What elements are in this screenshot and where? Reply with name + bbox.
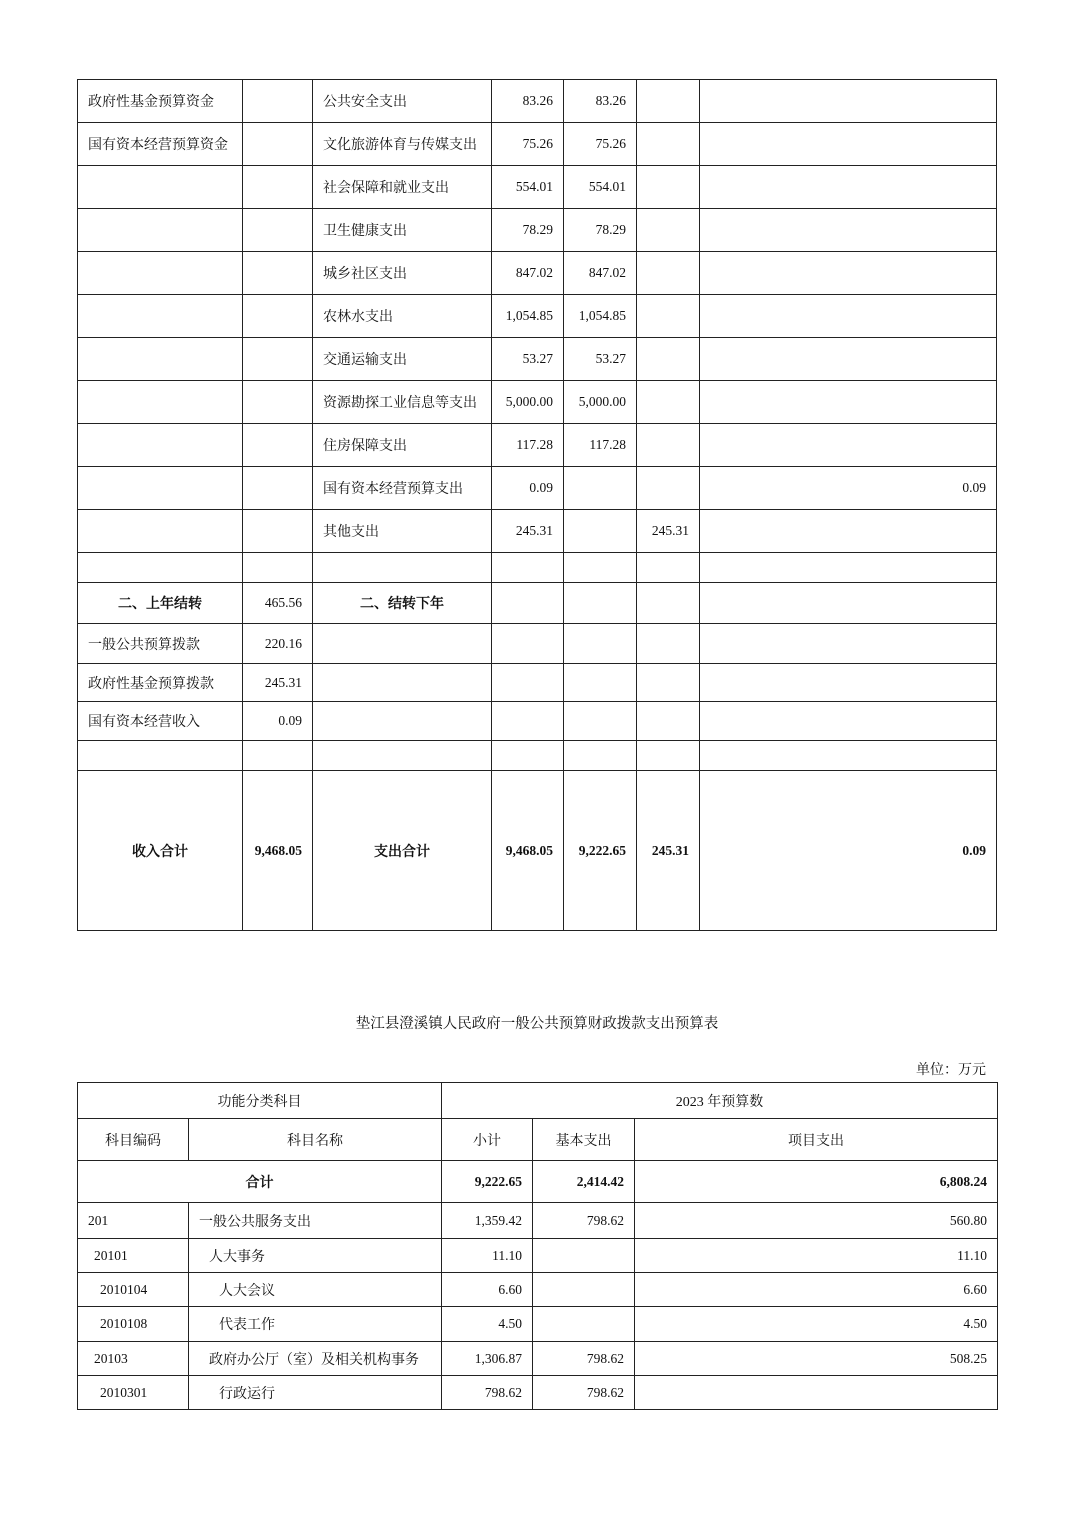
cell-g: [700, 510, 997, 553]
total-subtotal: 9,222.65: [442, 1161, 533, 1203]
cell-e: [564, 510, 637, 553]
cell-f: [637, 553, 700, 583]
header-project: 项目支出: [635, 1119, 998, 1161]
cell-e: 78.29: [564, 209, 637, 252]
cell-g: [700, 252, 997, 295]
header-year-budget: 2023 年预算数: [442, 1083, 998, 1119]
cell-d: [492, 664, 564, 702]
cell-f: [637, 123, 700, 166]
cell-code: 2010108: [78, 1307, 189, 1342]
cell-a: [78, 209, 243, 252]
cell-a: 国有资本经营收入: [78, 702, 243, 741]
table-row: [78, 510, 997, 553]
cell-d: 245.31: [492, 510, 564, 553]
cell-a: [78, 741, 243, 771]
cell-e: 75.26: [564, 123, 637, 166]
cell-c: 二、结转下年: [313, 583, 492, 624]
cell-d: [492, 553, 564, 583]
cell-a: [78, 166, 243, 209]
cell-f: [637, 80, 700, 123]
table-row: [78, 381, 997, 424]
cell-f: [637, 741, 700, 771]
cell-subtotal: 6.60: [442, 1273, 533, 1307]
total-e: 9,222.65: [564, 771, 637, 931]
table-row: [78, 1376, 998, 1410]
cell-b: 465.56: [243, 583, 313, 624]
total-row: [78, 771, 997, 931]
cell-c: 住房保障支出: [313, 424, 492, 467]
table-row: [78, 252, 997, 295]
table-row: [78, 741, 997, 771]
cell-f: [637, 295, 700, 338]
cell-code: 2010301: [78, 1376, 189, 1410]
table-row: [78, 553, 997, 583]
cell-g: [700, 702, 997, 741]
cell-f: 245.31: [637, 510, 700, 553]
header-name: 科目名称: [189, 1119, 442, 1161]
cell-a: [78, 252, 243, 295]
cell-d: 75.26: [492, 123, 564, 166]
table-row: [78, 166, 997, 209]
cell-project: 4.50: [635, 1307, 998, 1342]
cell-c: [313, 624, 492, 664]
table-row: [78, 1273, 998, 1307]
cell-basic: 798.62: [533, 1203, 635, 1239]
cell-b: 245.31: [243, 664, 313, 702]
cell-g: [700, 123, 997, 166]
table-row: [78, 583, 997, 624]
table-row: [78, 338, 997, 381]
cell-a: 政府性基金预算资金: [78, 80, 243, 123]
cell-b: 220.16: [243, 624, 313, 664]
table-row: [78, 624, 997, 664]
cell-e: [564, 583, 637, 624]
cell-b: [243, 252, 313, 295]
cell-name: 行政运行: [189, 1376, 442, 1410]
cell-d: [492, 583, 564, 624]
cell-c: 文化旅游体育与传媒支出: [313, 123, 492, 166]
cell-d: 53.27: [492, 338, 564, 381]
total-c: 支出合计: [313, 771, 492, 931]
cell-a: [78, 553, 243, 583]
cell-d: [492, 702, 564, 741]
cell-g: [700, 338, 997, 381]
cell-e: [564, 467, 637, 510]
cell-c: [313, 741, 492, 771]
cell-a: 政府性基金预算拨款: [78, 664, 243, 702]
cell-e: [564, 624, 637, 664]
cell-basic: [533, 1239, 635, 1273]
cell-g: [700, 583, 997, 624]
cell-e: 1,054.85: [564, 295, 637, 338]
cell-name: 人大会议: [189, 1273, 442, 1307]
cell-d: 554.01: [492, 166, 564, 209]
cell-code: 20101: [78, 1239, 189, 1273]
unit-label: 单位：万元: [916, 1062, 986, 1078]
cell-f: [637, 252, 700, 295]
cell-d: 0.09: [492, 467, 564, 510]
cell-basic: 798.62: [533, 1342, 635, 1376]
cell-c: 国有资本经营预算支出: [313, 467, 492, 510]
cell-b: [243, 295, 313, 338]
cell-d: 78.29: [492, 209, 564, 252]
cell-e: 5,000.00: [564, 381, 637, 424]
table-row: [78, 467, 997, 510]
cell-b: 0.09: [243, 702, 313, 741]
cell-basic: [533, 1273, 635, 1307]
cell-g: [700, 624, 997, 664]
cell-g: [700, 295, 997, 338]
table-row: [78, 1307, 998, 1342]
cell-c: 卫生健康支出: [313, 209, 492, 252]
cell-g: [700, 424, 997, 467]
cell-f: [637, 166, 700, 209]
total-g: 0.09: [700, 771, 997, 931]
table-row: [78, 1203, 998, 1239]
cell-g: [700, 381, 997, 424]
table-title: 垫江县澄溪镇人民政府一般公共预算财政拨款支出预算表: [355, 1016, 719, 1032]
table-row: [78, 702, 997, 741]
total-row: [78, 1161, 998, 1203]
cell-a: 二、上年结转: [78, 583, 243, 624]
cell-name: 一般公共服务支出: [189, 1203, 442, 1239]
cell-a: [78, 295, 243, 338]
cell-e: 83.26: [564, 80, 637, 123]
income-expense-table: [77, 79, 997, 931]
header-subtotal: 小计: [442, 1119, 533, 1161]
cell-g: [700, 664, 997, 702]
cell-name: 人大事务: [189, 1239, 442, 1273]
cell-g: 0.09: [700, 467, 997, 510]
cell-b: [243, 424, 313, 467]
table-row: [78, 1239, 998, 1273]
cell-subtotal: 1,306.87: [442, 1342, 533, 1376]
cell-e: 847.02: [564, 252, 637, 295]
cell-b: [243, 741, 313, 771]
cell-g: [700, 741, 997, 771]
cell-f: [637, 583, 700, 624]
cell-project: 6.60: [635, 1273, 998, 1307]
cell-subtotal: 11.10: [442, 1239, 533, 1273]
cell-project: 560.80: [635, 1203, 998, 1239]
cell-f: [637, 702, 700, 741]
expenditure-budget-table: [77, 1082, 998, 1410]
cell-basic: [533, 1307, 635, 1342]
cell-b: [243, 209, 313, 252]
cell-c: [313, 702, 492, 741]
cell-project: [635, 1376, 998, 1410]
cell-c: 城乡社区支出: [313, 252, 492, 295]
cell-c: 公共安全支出: [313, 80, 492, 123]
cell-f: [637, 424, 700, 467]
total-basic: 2,414.42: [533, 1161, 635, 1203]
cell-subtotal: 798.62: [442, 1376, 533, 1410]
cell-e: [564, 553, 637, 583]
cell-e: [564, 741, 637, 771]
cell-d: 1,054.85: [492, 295, 564, 338]
cell-b: [243, 381, 313, 424]
cell-d: [492, 624, 564, 664]
cell-b: [243, 553, 313, 583]
header-func-class: 功能分类科目: [78, 1083, 442, 1119]
cell-b: [243, 338, 313, 381]
total-project: 6,808.24: [635, 1161, 998, 1203]
cell-b: [243, 123, 313, 166]
cell-name: 政府办公厅（室）及相关机构事务: [189, 1342, 442, 1376]
cell-a: 国有资本经营预算资金: [78, 123, 243, 166]
cell-c: 社会保障和就业支出: [313, 166, 492, 209]
cell-e: 53.27: [564, 338, 637, 381]
cell-e: [564, 702, 637, 741]
cell-a: 一般公共预算拨款: [78, 624, 243, 664]
cell-d: 83.26: [492, 80, 564, 123]
cell-subtotal: 1,359.42: [442, 1203, 533, 1239]
cell-f: [637, 624, 700, 664]
cell-b: [243, 80, 313, 123]
header-row-1: [78, 1083, 998, 1119]
table-row: [78, 1342, 998, 1376]
cell-d: 117.28: [492, 424, 564, 467]
cell-g: [700, 209, 997, 252]
total-b: 9,468.05: [243, 771, 313, 931]
cell-basic: 798.62: [533, 1376, 635, 1410]
cell-d: [492, 741, 564, 771]
cell-c: 农林水支出: [313, 295, 492, 338]
table-row: [78, 424, 997, 467]
cell-e: 117.28: [564, 424, 637, 467]
cell-g: [700, 553, 997, 583]
total-a: 收入合计: [78, 771, 243, 931]
cell-d: 847.02: [492, 252, 564, 295]
header-row-2: [78, 1119, 998, 1161]
cell-e: [564, 664, 637, 702]
cell-c: [313, 664, 492, 702]
cell-code: 20103: [78, 1342, 189, 1376]
total-label: 合计: [78, 1161, 442, 1203]
cell-project: 11.10: [635, 1239, 998, 1273]
table-row: [78, 295, 997, 338]
cell-project: 508.25: [635, 1342, 998, 1376]
cell-b: [243, 467, 313, 510]
cell-code: 201: [78, 1203, 189, 1239]
cell-subtotal: 4.50: [442, 1307, 533, 1342]
table-row: [78, 80, 997, 123]
cell-g: [700, 166, 997, 209]
cell-b: [243, 510, 313, 553]
cell-c: 其他支出: [313, 510, 492, 553]
cell-f: [637, 209, 700, 252]
cell-g: [700, 80, 997, 123]
cell-code: 2010104: [78, 1273, 189, 1307]
total-f: 245.31: [637, 771, 700, 931]
table-row: [78, 209, 997, 252]
cell-f: [637, 664, 700, 702]
cell-d: 5,000.00: [492, 381, 564, 424]
header-code: 科目编码: [78, 1119, 189, 1161]
cell-a: [78, 424, 243, 467]
cell-a: [78, 338, 243, 381]
cell-a: [78, 510, 243, 553]
cell-c: 交通运输支出: [313, 338, 492, 381]
cell-a: [78, 467, 243, 510]
cell-c: [313, 553, 492, 583]
total-d: 9,468.05: [492, 771, 564, 931]
cell-b: [243, 166, 313, 209]
cell-f: [637, 467, 700, 510]
cell-f: [637, 338, 700, 381]
cell-c: 资源勘探工业信息等支出: [313, 381, 492, 424]
table-row: [78, 664, 997, 702]
cell-a: [78, 381, 243, 424]
table-row: [78, 123, 997, 166]
header-basic: 基本支出: [533, 1119, 635, 1161]
cell-e: 554.01: [564, 166, 637, 209]
cell-name: 代表工作: [189, 1307, 442, 1342]
cell-f: [637, 381, 700, 424]
